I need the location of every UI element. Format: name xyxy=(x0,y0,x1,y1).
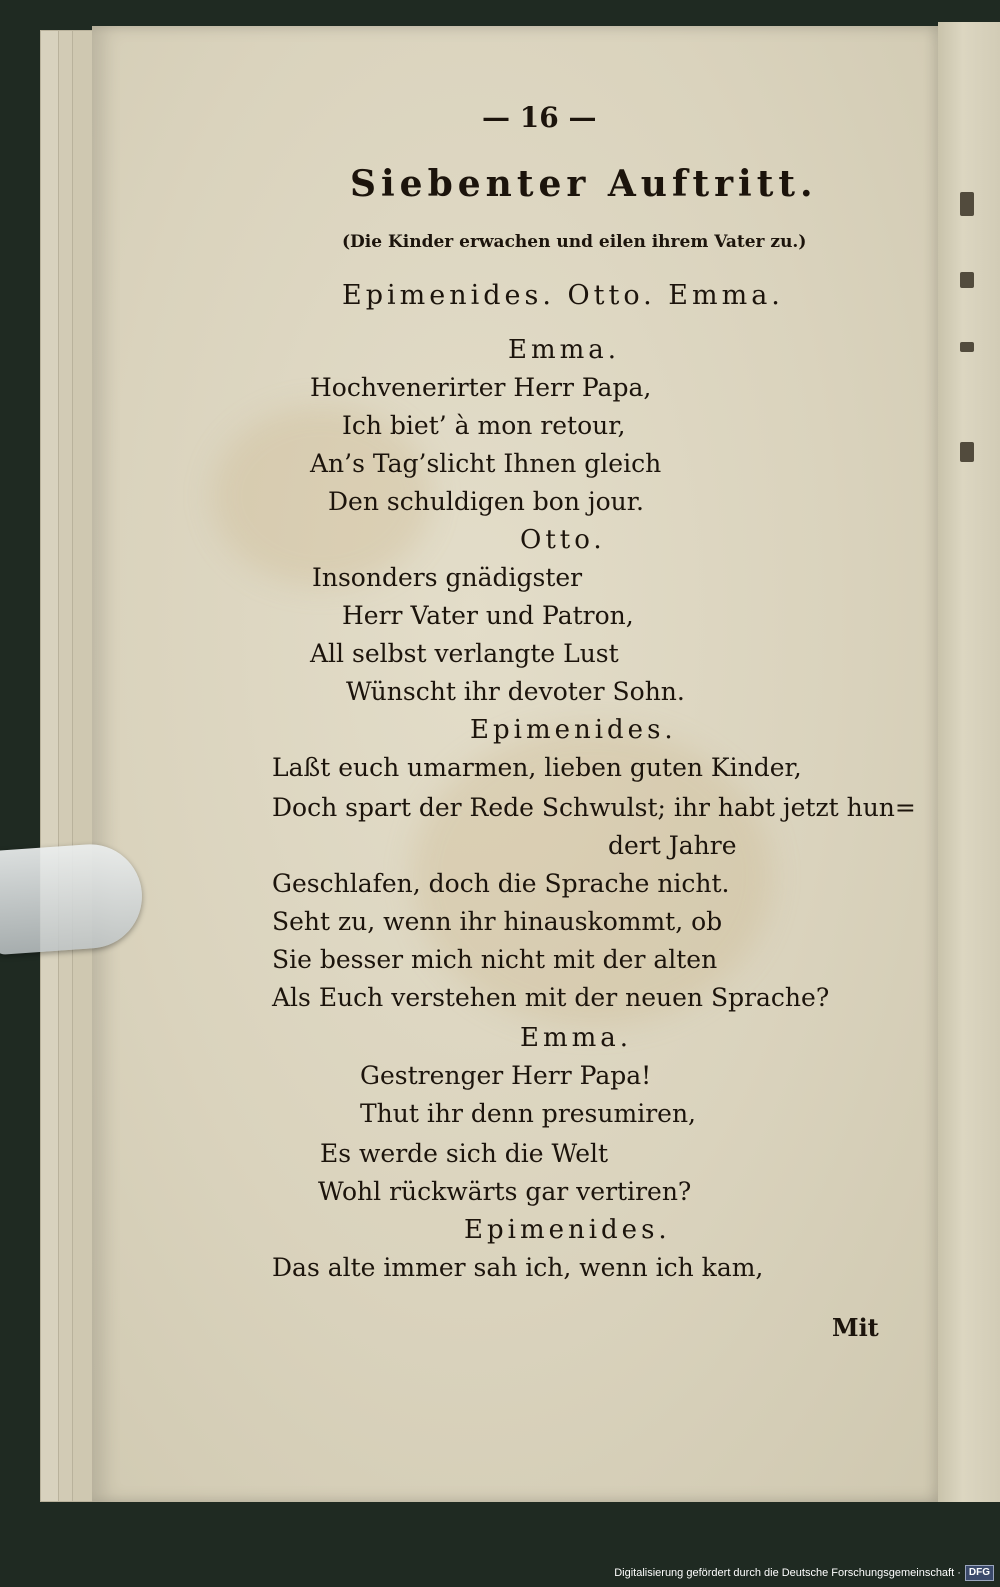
speaker-name: Emma. xyxy=(520,1023,633,1053)
verse-line: Laßt euch umarmen, lieben guten Kinder, xyxy=(272,753,802,782)
facing-page-edge xyxy=(938,22,1000,1502)
verse-line: Als Euch verstehen mit der neuen Sprache? xyxy=(272,983,830,1012)
book-page xyxy=(92,26,938,1502)
verse-line: Doch spart der Rede Schwulst; ihr habt jetzt hun= xyxy=(272,793,916,822)
verse-line: Den schuldigen bon jour. xyxy=(328,487,644,516)
speaker-name: Otto. xyxy=(520,525,606,555)
verse-line: Herr Vater und Patron, xyxy=(342,601,634,630)
verse-line: Ich biet’ à mon retour, xyxy=(342,411,626,440)
scene-title: Siebenter Auftritt. xyxy=(350,163,818,205)
verse-line: Das alte immer sah ich, wenn ich kam, xyxy=(272,1253,764,1282)
credit-text: Digitalisierung gefördert durch die Deutsche Forschungsgemeinschaft · xyxy=(614,1567,961,1579)
verse-line: Hochvenerirter Herr Papa, xyxy=(310,373,652,402)
verse-line: Es werde sich die Welt xyxy=(320,1139,609,1168)
verse-line: Seht zu, wenn ihr hinauskommt, ob xyxy=(272,907,723,936)
speaker-name: Epimenides. xyxy=(464,1215,671,1245)
verse-line: Gestrenger Herr Papa! xyxy=(360,1061,652,1090)
verse-line: dert Jahre xyxy=(608,831,737,860)
verse-line: All selbst verlangte Lust xyxy=(310,639,619,668)
digitization-credit xyxy=(614,1563,994,1583)
catchword: Mit xyxy=(832,1313,879,1342)
verse-line: An’s Tag’slicht Ihnen gleich xyxy=(310,449,662,478)
verse-line: Sie besser mich nicht mit der alten xyxy=(272,945,718,974)
verse-line: Wohl rückwärts gar vertiren? xyxy=(318,1177,692,1206)
verse-line: Wünscht ihr devoter Sohn. xyxy=(346,677,685,706)
dfg-logo: DFG xyxy=(965,1565,994,1581)
verse-line: Geschlafen, doch die Sprache nicht. xyxy=(272,869,730,898)
verse-line: Insonders gnädigster xyxy=(312,563,583,592)
speaker-name: Epimenides. xyxy=(470,715,677,745)
stage-direction: (Die Kinder erwachen und eilen ihrem Vater zu.) xyxy=(342,232,807,252)
character-list: Epimenides. Otto. Emma. xyxy=(342,280,784,311)
verse-line: Thut ihr denn presumiren, xyxy=(360,1099,696,1128)
page-number: — 16 — xyxy=(482,101,597,134)
speaker-name: Emma. xyxy=(508,335,621,365)
